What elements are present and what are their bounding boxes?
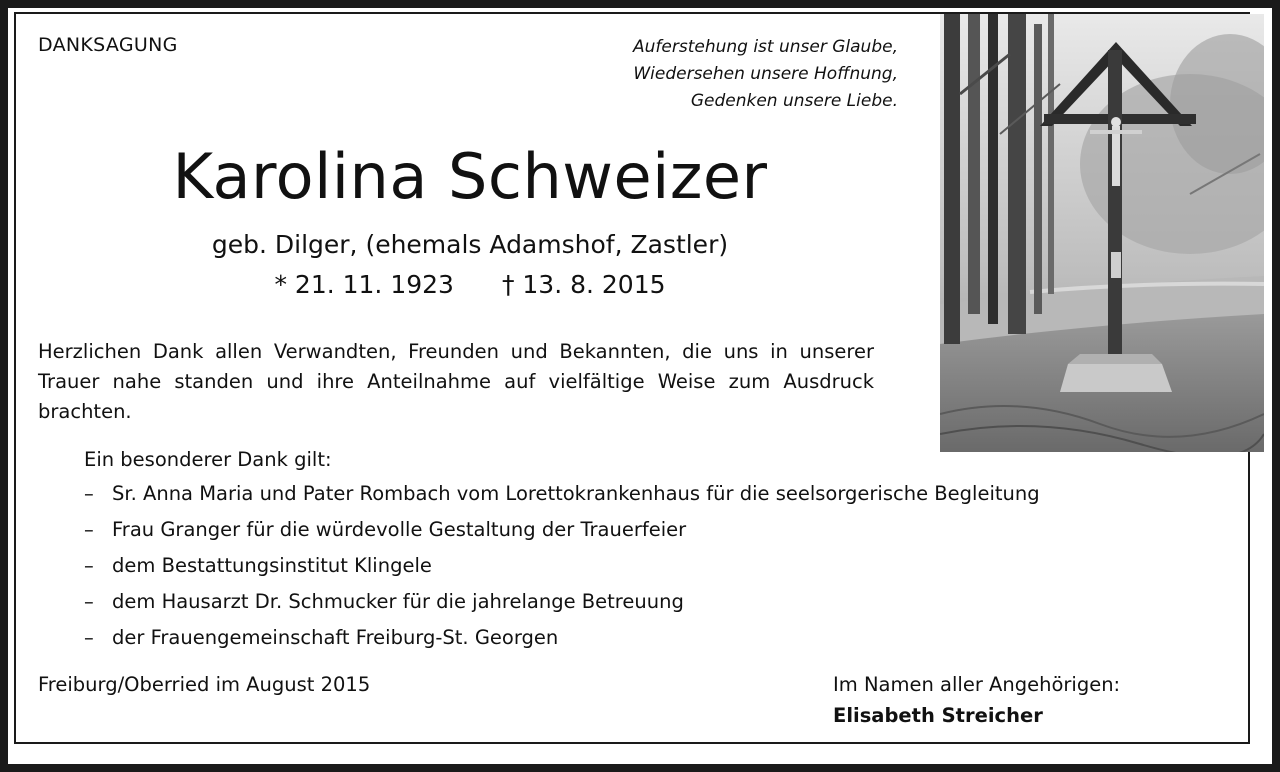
motto-line: Wiedersehen unsere Hoffnung, <box>633 64 898 84</box>
motto-verse <box>633 34 898 115</box>
special-thanks-title: Ein besonderer Dank gilt: <box>84 448 332 471</box>
list-item <box>84 514 1040 550</box>
list-dash: – <box>84 554 94 577</box>
notice-heading: DANKSAGUNG <box>38 34 178 56</box>
list-dash: – <box>84 626 94 649</box>
list-item <box>84 586 1040 622</box>
wayside-cross-photo <box>940 14 1264 452</box>
special-thanks-list <box>84 478 1040 658</box>
birth-note: geb. Dilger, (ehemals Adamshof, Zastler) <box>211 230 729 259</box>
life-dates <box>0 270 940 299</box>
birth-date: * 21. 11. 1923 <box>274 270 454 299</box>
list-item-text: dem Bestattungsinstitut Klingele <box>112 554 432 577</box>
list-item <box>84 622 1040 658</box>
list-item <box>84 478 1040 514</box>
list-dash: – <box>84 518 94 541</box>
list-dash: – <box>84 482 94 505</box>
list-item-text: der Frauengemeinschaft Freiburg-St. Georgen <box>112 626 559 649</box>
death-date: † 13. 8. 2015 <box>501 270 666 299</box>
list-item-text: Sr. Anna Maria und Pater Rombach vom Lorettokrankenhaus für die seelsorgerische Begleitung <box>112 482 1040 505</box>
wayside-cross-illustration <box>940 14 1264 452</box>
list-dash: – <box>84 590 94 613</box>
list-item-text: Frau Granger für die würdevolle Gestaltung der Trauerfeier <box>112 518 687 541</box>
place-and-date: Freiburg/Oberried im August 2015 <box>38 673 371 696</box>
thanks-intro: Herzlichen Dank allen Verwandten, Freunden und Bekannten, die uns in unserer Trauer nahe standen und ihre Anteilnahme auf vielfältige Weise zum Ausdruck brachten. <box>38 340 874 423</box>
motto-line: Auferstehung ist unser Glaube, <box>633 37 898 57</box>
list-item <box>84 550 1040 586</box>
signature-label: Im Namen aller Angehörigen: <box>833 673 1121 696</box>
signature-name: Elisabeth Streicher <box>833 704 1043 727</box>
motto-line: Gedenken unsere Liebe. <box>690 91 898 111</box>
deceased-name: Karolina Schweizer <box>172 140 768 213</box>
list-item-text: dem Hausarzt Dr. Schmucker für die jahrelange Betreuung <box>112 590 684 613</box>
